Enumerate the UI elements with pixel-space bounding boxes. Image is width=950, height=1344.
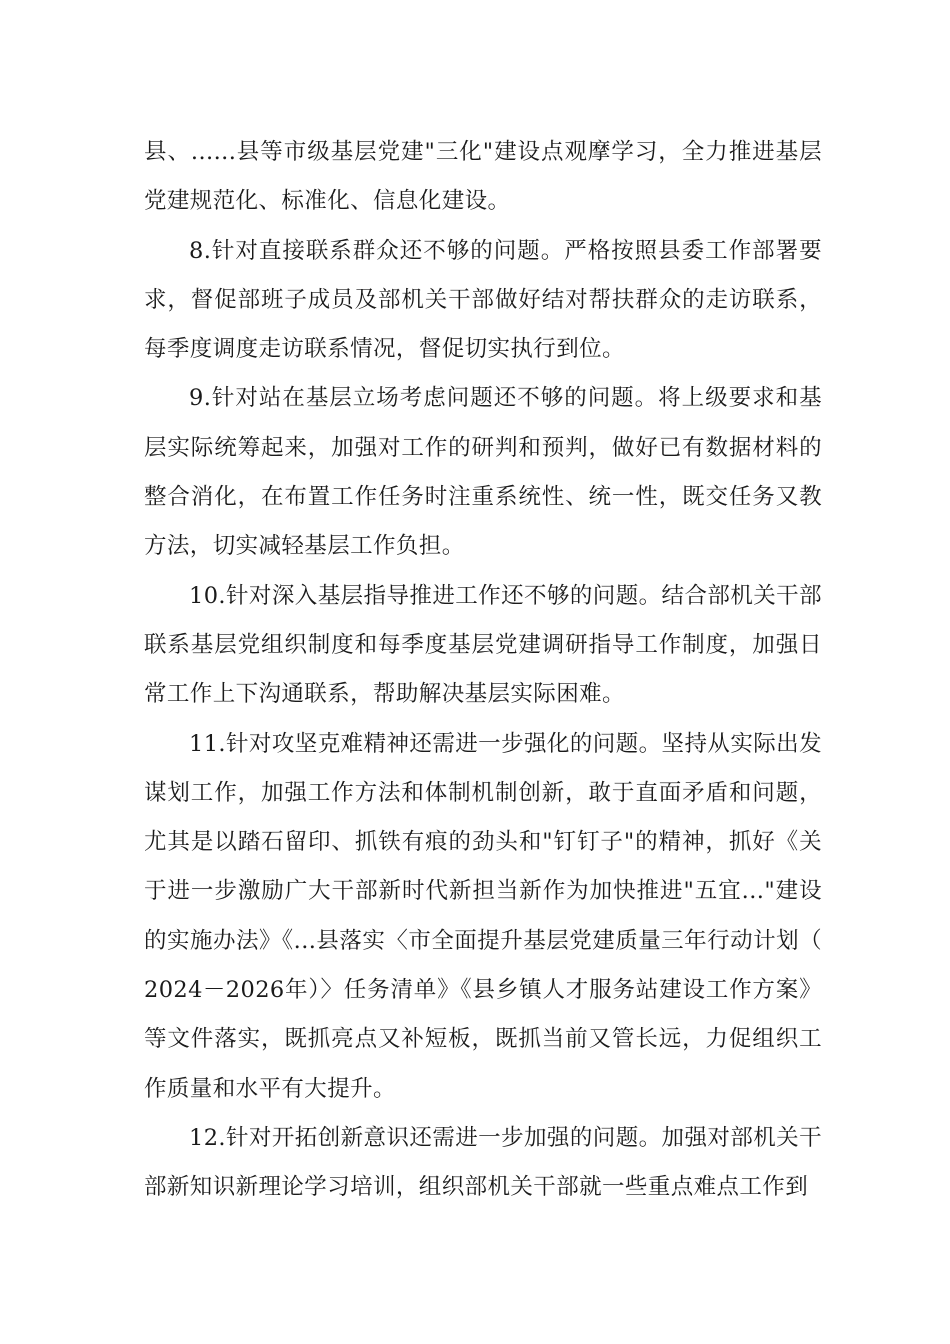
paragraph-item-10: 10.针对深入基层指导推进工作还不够的问题。结合部机关干部联系基层党组织制度和每季度基层党建调研指导工作制度，加强日常工作上下沟通联系，帮助解决基层实际困难。 (144, 582, 822, 708)
paragraph-item-8: 8.针对直接联系群众还不够的问题。严格按照县委工作部署要求，督促部班子成员及部机关干部做好结对帮扶群众的走访联系，每季度调度走访联系情况，督促切实执行到位。 (144, 237, 822, 363)
paragraph-continuation: 县、......县等市级基层党建"三化"建设点观摩学习，全力推进基层党建规范化、标准化、信息化建设。 (144, 139, 822, 215)
paragraph-item-12: 12.针对开拓创新意识还需进一步加强的问题。加强对部机关干部新知识新理论学习培训，组织部机关干部就一些重点难点工作到 (144, 1124, 822, 1201)
document-body (144, 128, 822, 1213)
paragraph-item-9: 9.针对站在基层立场考虑问题还不够的问题。将上级要求和基层实际统筹起来，加强对工作的研判和预判，做好已有数据材料的整合消化，在布置工作任务时注重系统性、统一性，既交任务又教方法，切实减轻基层工作负担。 (144, 385, 822, 560)
paragraph-item-11: 11.针对攻坚克难精神还需进一步强化的问题。坚持从实际出发谋划工作，加强工作方法和体制机制创新，敢于直面矛盾和问题，尤其是以踏石留印、抓铁有痕的劲头和"钉钉子"的精神，抓好《关于进一步激励广大干部新时代新担当新作为加快推进"五宜..."建设的实施办法》《...县落实〈市全面提升基层党建质量三年行动计划（2024－2026年）〉任务清单》《县乡镇人才服务站建设工作方案》等文件落实，既抓亮点又补短板，既抓当前又管长远，力促组织工作质量和水平有大提升。 (144, 730, 822, 1102)
